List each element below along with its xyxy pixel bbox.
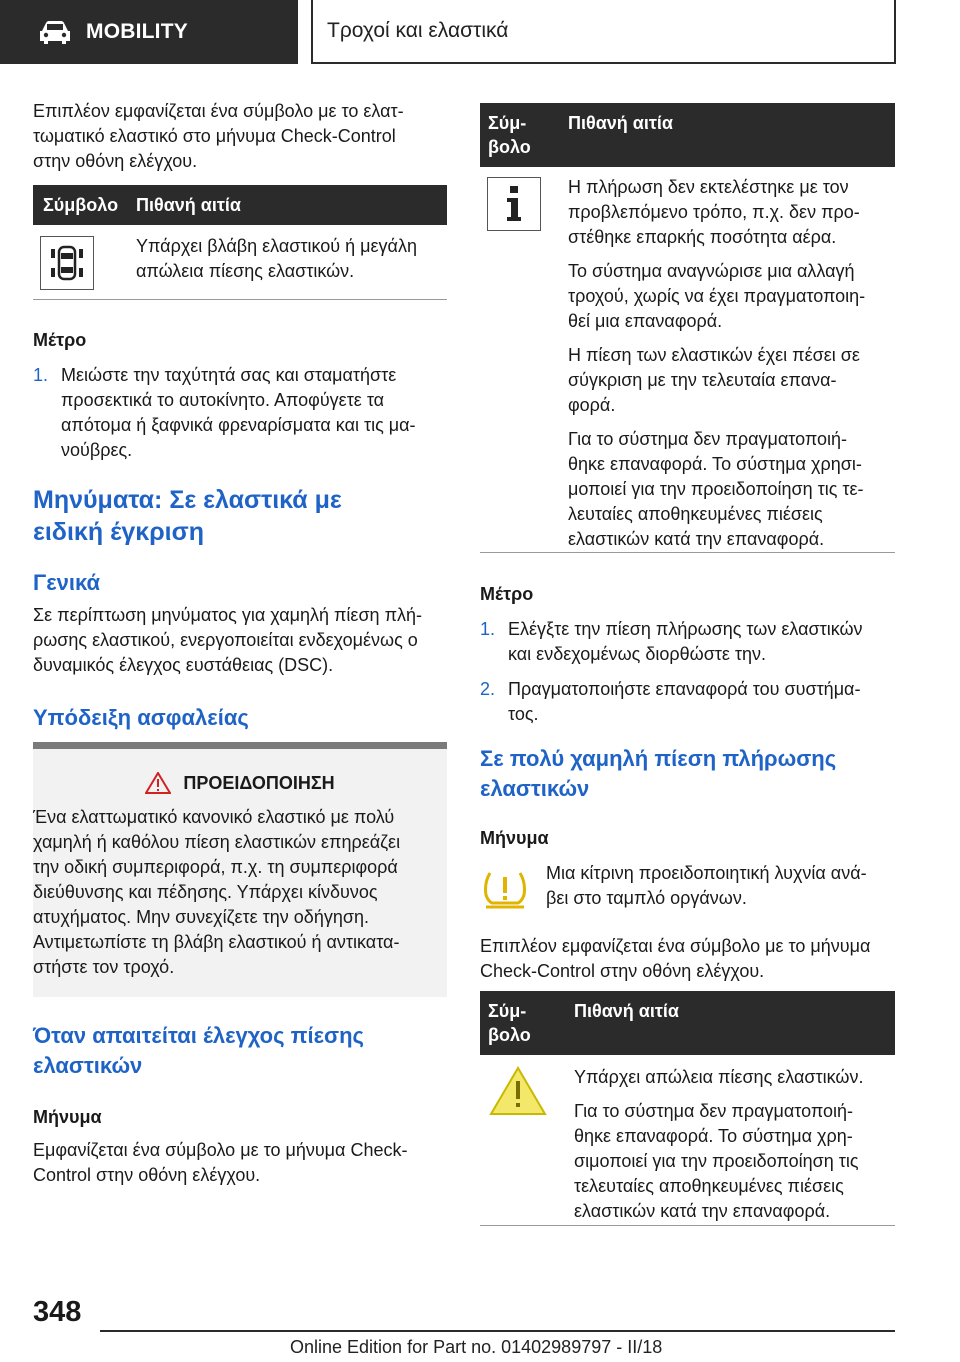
general-heading: Γενικά bbox=[33, 570, 101, 595]
text-line: δυναμικός έλεγχος ευστάθειας (DSC). bbox=[33, 655, 334, 675]
safety-heading-block bbox=[33, 704, 447, 732]
text-line: την οδική συμπεριφορά, π.χ. τη συμπεριφορά bbox=[33, 857, 398, 877]
info-icon bbox=[487, 177, 541, 231]
table-header-cause: Πιθανή αιτία bbox=[136, 195, 241, 215]
text-line: τωματικό ελαστικό στο μήνυμα Check-Control bbox=[33, 126, 396, 146]
table-row bbox=[480, 167, 895, 553]
text-line: Το σύστημα αναγνώρισε μια αλλαγή bbox=[568, 261, 855, 281]
measure-heading: Μέτρο bbox=[33, 330, 87, 350]
text-line: νούβρες. bbox=[61, 440, 133, 460]
measure-step bbox=[33, 363, 447, 463]
text-line: Για το σύστημα δεν πραγματοποιή‐ bbox=[574, 1101, 854, 1121]
text-line: θηκε επαναφορά. Το σύστημα χρησι‐ bbox=[568, 454, 862, 474]
text-line: ελαστικών κατά την επαναφορά. bbox=[568, 529, 825, 549]
text-line: ρωσης ελαστικού, ενεργοποιείται ενδεχομένως ο bbox=[33, 630, 418, 650]
step-number: 2. bbox=[480, 679, 496, 699]
section-title-line: Όταν απαιτείται έλεγχος πίεσης bbox=[33, 1023, 364, 1048]
right-measure bbox=[480, 582, 895, 727]
left-measure bbox=[33, 328, 447, 463]
table-header bbox=[480, 991, 895, 1055]
measure-step bbox=[480, 677, 895, 727]
section-title-line: ελαστικών bbox=[480, 776, 590, 801]
text-line: απότομα ή ξαφνικά φρεναρίσματα και τις μα‐ bbox=[61, 415, 416, 435]
text-line: τος. bbox=[508, 704, 539, 724]
safety-heading: Υπόδειξη ασφαλείας bbox=[33, 705, 249, 730]
header-section-label: MOBILITY bbox=[86, 20, 188, 43]
general-section bbox=[33, 569, 447, 678]
text-line: Ένα ελαττωματικό κανονικό ελαστικό με πολύ bbox=[33, 807, 395, 827]
message-heading: Μήνυμα bbox=[33, 1107, 102, 1127]
tire-pressure-warning-icon bbox=[480, 867, 530, 911]
footer-edition: Online Edition for Part no. 01402989797 - II/18 bbox=[290, 1337, 663, 1357]
text-line: απώλεια πίεσης ελαστικών. bbox=[136, 261, 355, 281]
text-line: τελευταίες αποθηκευμένες πιέσεις bbox=[574, 1176, 844, 1196]
section-heading-special bbox=[33, 484, 447, 548]
text-line: στην οθόνη ελέγχου. bbox=[33, 151, 198, 171]
text-line: Υπάρχει βλάβη ελαστικού ή μεγάλη bbox=[136, 236, 417, 256]
tire-damage-icon bbox=[40, 236, 94, 290]
text-line: προβλεπόμενο τρόπο, π.χ. δεν προ‐ bbox=[568, 202, 860, 222]
right-message bbox=[480, 826, 895, 984]
table-header-cause: Πιθανή αιτία bbox=[574, 1001, 679, 1021]
table-header-symbol: Σύμβολο bbox=[43, 195, 119, 215]
text-line: Αντιμετωπίστε τη βλάβη ελαστικού ή αντικατα‐ bbox=[33, 932, 400, 952]
text-line: προσεκτικά το αυτοκίνητο. Αποφύγετε τα bbox=[61, 390, 385, 410]
section-title-line: Σε πολύ χαμηλή πίεση πλήρωσης bbox=[480, 746, 837, 771]
table-header-symbol: βολο bbox=[488, 1025, 531, 1045]
text-line: Μειώστε την ταχύτητά σας και σταματήστε bbox=[61, 365, 397, 385]
table-header-symbol: Σύμ‐ bbox=[488, 1001, 527, 1021]
footer-divider bbox=[100, 1330, 895, 1332]
table-row bbox=[33, 225, 447, 300]
text-line: βει στο ταμπλό οργάνων. bbox=[546, 888, 747, 908]
measure-step bbox=[480, 617, 895, 667]
text-line: θεί μια επαναφορά. bbox=[568, 311, 723, 331]
left-message bbox=[33, 1105, 447, 1188]
text-line: λευταίες αποθηκευμένες πιέσεις bbox=[568, 504, 823, 524]
text-line: Επιπλέον εμφανίζεται ένα σύμβολο με το μήνυμα bbox=[480, 936, 871, 956]
text-line: Πραγματοποιήστε επαναφορά του συστήμα‐ bbox=[508, 679, 861, 699]
table-symbol-cause-1 bbox=[33, 185, 447, 300]
table-header-symbol: βολο bbox=[488, 137, 531, 157]
text-line: σύγκριση με την τελευταία επανα‐ bbox=[568, 370, 837, 390]
text-line: φορά. bbox=[568, 395, 616, 415]
warning-triangle-icon bbox=[488, 1065, 548, 1117]
text-line: Control στην οθόνη ελέγχου. bbox=[33, 1165, 261, 1185]
text-line: σιμοποιεί για την προειδοποίηση τις bbox=[574, 1151, 859, 1171]
text-line: Η πίεση των ελαστικών έχει πέσει σε bbox=[568, 345, 860, 365]
text-line: στέθηκε επαρκής ποσότητα αέρα. bbox=[568, 227, 837, 247]
table-header bbox=[480, 103, 895, 167]
car-icon bbox=[38, 19, 72, 45]
text-line: Μια κίτρινη προειδοποιητική λυχνία ανά‐ bbox=[546, 863, 867, 883]
table-row bbox=[480, 1055, 895, 1226]
text-line: ελαστικών κατά την επαναφορά. bbox=[574, 1201, 831, 1221]
warning-box bbox=[33, 742, 447, 997]
text-line: Ελέγξτε την πίεση πλήρωσης των ελαστικών bbox=[508, 619, 863, 639]
text-line: Check-Control στην οθόνη ελέγχου. bbox=[480, 961, 765, 981]
text-line: τροχού, χωρίς να έχει πραγματοποιη‐ bbox=[568, 286, 866, 306]
section-heading-check bbox=[33, 1021, 447, 1081]
table-header-cause: Πιθανή αιτία bbox=[568, 113, 673, 133]
section-title-line: ειδική έγκριση bbox=[33, 518, 204, 546]
text-line: Επιπλέον εμφανίζεται ένα σύμβολο με το ελατ‐ bbox=[33, 101, 404, 121]
page-number: 348 bbox=[33, 1296, 82, 1328]
text-line: Η πλήρωση δεν εκτελέστηκε με τον bbox=[568, 177, 849, 197]
text-line: και ενδεχομένως διορθώστε την. bbox=[508, 644, 767, 664]
section-title-line: ελαστικών bbox=[33, 1053, 143, 1078]
text-line: διεύθυνσης και πέδησης. Υπάρχει κίνδυνος bbox=[33, 882, 378, 902]
text-line: στήστε τον τροχό. bbox=[33, 957, 175, 977]
text-line: θηκε επαναφορά. Το σύστημα χρη‐ bbox=[574, 1126, 853, 1146]
text-line: ατυχήματος. Μην συνεχίζετε την οδήγηση. bbox=[33, 907, 369, 927]
header-chapter-label: Τροχοί και ελαστικά bbox=[327, 19, 509, 42]
header-chapter bbox=[311, 0, 896, 64]
text-line: Υπάρχει απώλεια πίεσης ελαστικών. bbox=[574, 1067, 864, 1087]
section-heading-low bbox=[480, 744, 895, 804]
warning-triangle-icon bbox=[145, 772, 171, 794]
text-line: μοποιεί για την προειδοποίηση τις τε‐ bbox=[568, 479, 864, 499]
table-symbol-cause-2 bbox=[480, 103, 895, 553]
table-header-symbol: Σύμ‐ bbox=[488, 113, 527, 133]
message-heading: Μήνυμα bbox=[480, 828, 549, 848]
left-intro bbox=[33, 99, 447, 174]
text-line: χαμηλή ή καθόλου πίεση ελαστικών επηρεάζει bbox=[33, 832, 401, 852]
text-line: Σε περίπτωση μηνύματος για χαμηλή πίεση πλή‐ bbox=[33, 605, 422, 625]
measure-heading: Μέτρο bbox=[480, 584, 534, 604]
section-title-line: Μηνύματα: Σε ελαστικά με bbox=[33, 486, 342, 514]
table-header bbox=[33, 185, 447, 225]
warning-title: ΠΡΟΕΙΔΟΠΟΙΗΣΗ bbox=[183, 772, 335, 793]
step-number: 1. bbox=[480, 619, 496, 639]
text-line: Εμφανίζεται ένα σύμβολο με το μήνυμα Check- bbox=[33, 1140, 408, 1160]
step-number: 1. bbox=[33, 365, 49, 385]
header-section-tab bbox=[0, 0, 298, 64]
table-symbol-cause-3 bbox=[480, 991, 895, 1226]
text-line: Για το σύστημα δεν πραγματοποιή‐ bbox=[568, 429, 848, 449]
